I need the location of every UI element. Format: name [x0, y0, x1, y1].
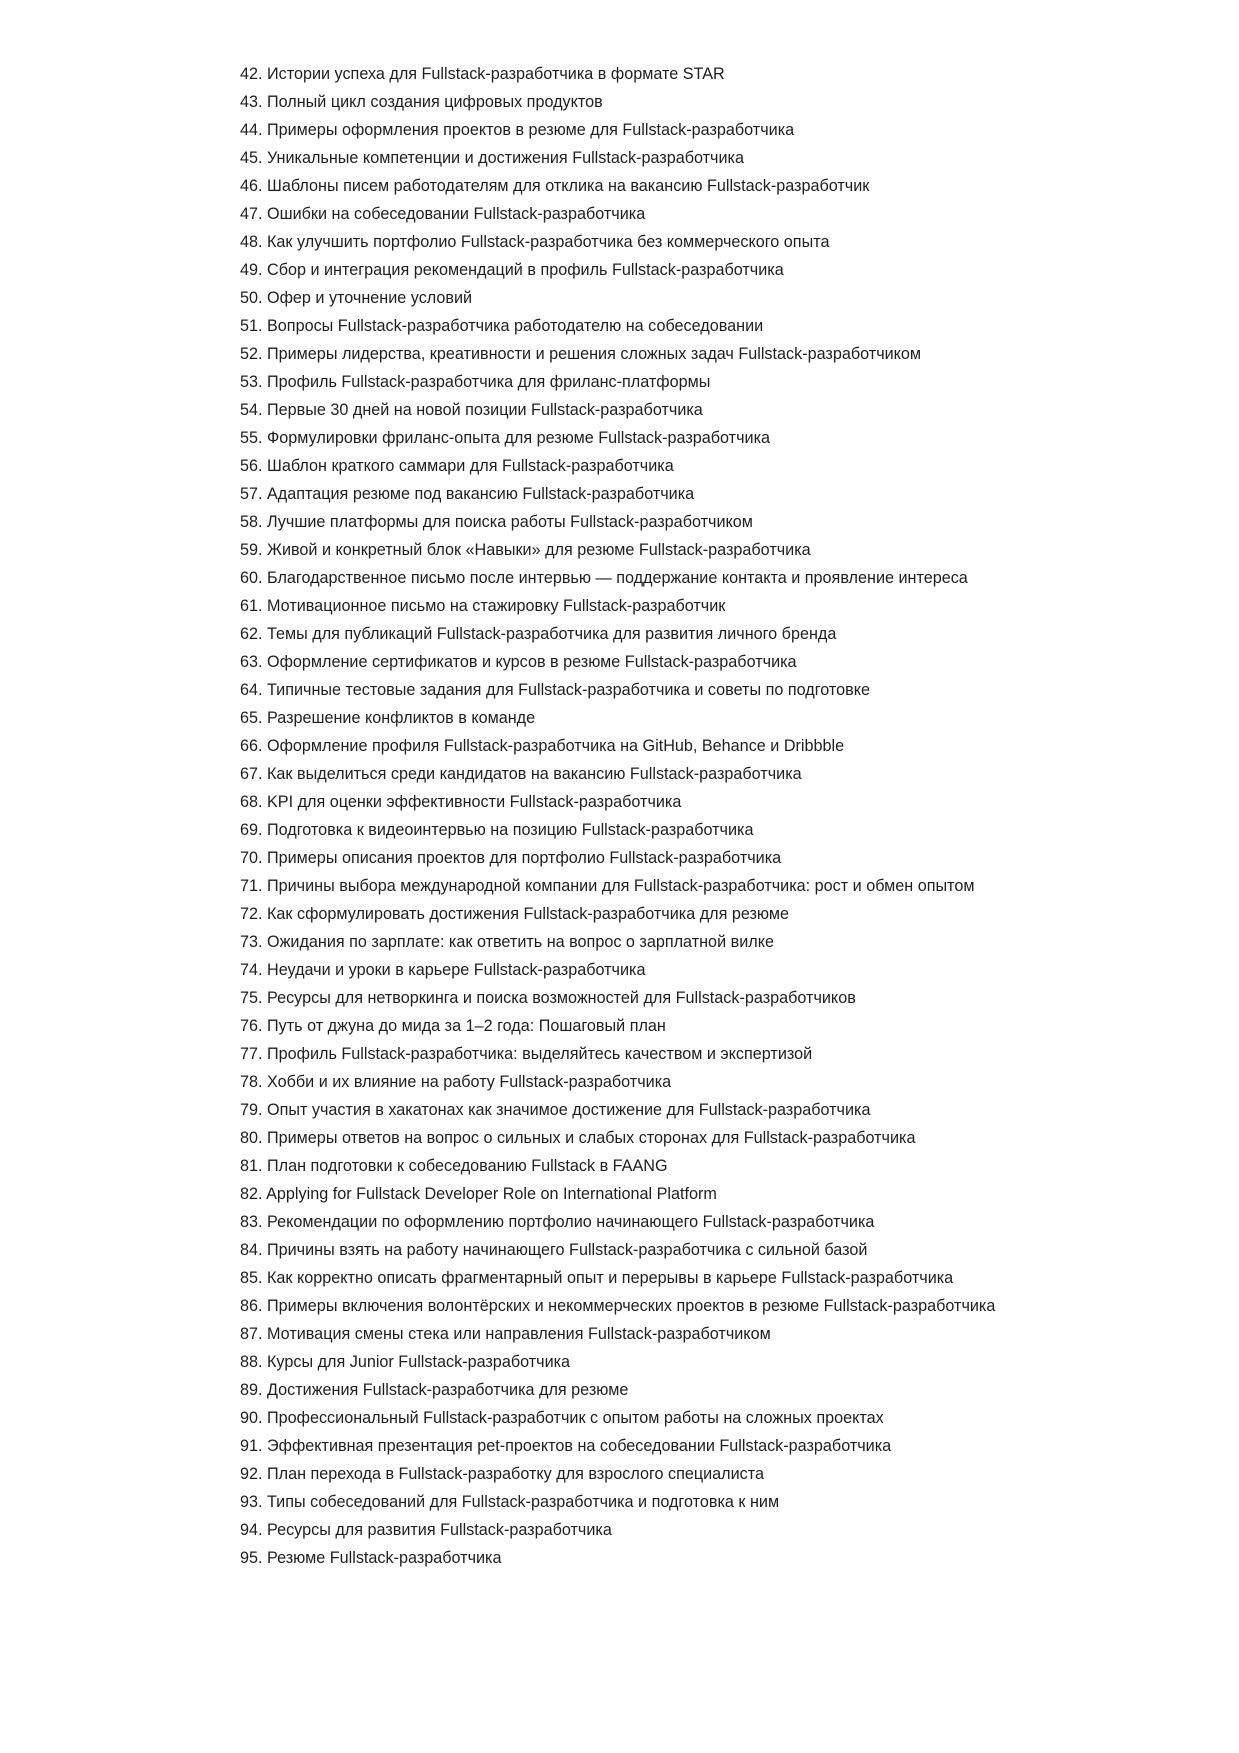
list-item: 73. Ожидания по зарплате: как ответить на вопрос о зарплатной вилке	[240, 933, 774, 951]
list-item: 86. Примеры включения волонтёрских и некоммерческих проектов в резюме Fullstack-разработчика	[240, 1297, 996, 1315]
list-item: 91. Эффективная презентация pet-проектов на собеседовании Fullstack-разработчика	[240, 1437, 892, 1455]
list-item: 62. Темы для публикаций Fullstack-разработчика для развития личного бренда	[240, 625, 837, 643]
list-item: 66. Оформление профиля Fullstack-разработчика на GitHub, Behance и Dribbble	[240, 737, 845, 755]
list-item: 80. Примеры ответов на вопрос о сильных и слабых сторонах для Fullstack-разработчика	[240, 1129, 916, 1147]
list-item: 50. Офер и уточнение условий	[240, 289, 473, 307]
list-item: 81. План подготовки к собеседованию Fullstack в FAANG	[240, 1157, 668, 1175]
list-item: 77. Профиль Fullstack-разработчика: выделяйтесь качеством и экспертизой	[240, 1045, 813, 1063]
list-item: 48. Как улучшить портфолио Fullstack-разработчика без коммерческого опыта	[240, 233, 830, 251]
list-item: 83. Рекомендации по оформлению портфолио начинающего Fullstack-разработчика	[240, 1213, 875, 1231]
document-page	[240, 60, 1000, 1572]
list-item: 71. Причины выбора международной компании для Fullstack-разработчика: рост и обмен опытом	[240, 877, 975, 895]
list-item: 68. KPI для оценки эффективности Fullstack-разработчика	[240, 793, 682, 811]
list-item: 64. Типичные тестовые задания для Fullstack-разработчика и советы по подготовке	[240, 681, 871, 699]
list-item: 60. Благодарственное письмо после интервью — поддержание контакта и проявление интереса	[240, 569, 968, 587]
list-item: 67. Как выделиться среди кандидатов на вакансию Fullstack-разработчика	[240, 765, 802, 783]
table-of-contents-list	[240, 60, 1000, 1572]
list-item: 75. Ресурсы для нетворкинга и поиска возможностей для Fullstack-разработчиков	[240, 989, 856, 1007]
list-item: 54. Первые 30 дней на новой позиции Fullstack-разработчика	[240, 401, 703, 419]
list-item: 78. Хобби и их влияние на работу Fullstack-разработчика	[240, 1073, 672, 1091]
list-item: 65. Разрешение конфликтов в команде	[240, 709, 536, 727]
list-item: 58. Лучшие платформы для поиска работы Fullstack-разработчиком	[240, 513, 753, 531]
list-item: 46. Шаблоны писем работодателям для отклика на вакансию Fullstack-разработчик	[240, 177, 870, 195]
list-item: 70. Примеры описания проектов для портфолио Fullstack-разработчика	[240, 849, 782, 867]
list-item: 55. Формулировки фриланс-опыта для резюме Fullstack-разработчика	[240, 429, 771, 447]
list-item: 85. Как корректно описать фрагментарный опыт и перерывы в карьере Fullstack-разработчика	[240, 1269, 954, 1287]
list-item: 84. Причины взять на работу начинающего Fullstack-разработчика с сильной базой	[240, 1241, 868, 1259]
list-item: 49. Сбор и интеграция рекомендаций в профиль Fullstack-разработчика	[240, 261, 784, 279]
list-item: 47. Ошибки на собеседовании Fullstack-разработчика	[240, 205, 646, 223]
list-item: 72. Как сформулировать достижения Fullstack-разработчика для резюме	[240, 905, 790, 923]
list-item: 82. Applying for Fullstack Developer Role on International Platform	[240, 1185, 717, 1203]
list-item: 95. Резюме Fullstack-разработчика	[240, 1549, 502, 1567]
list-item: 76. Путь от джуна до мида за 1–2 года: Пошаговый план	[240, 1017, 666, 1035]
list-item: 53. Профиль Fullstack-разработчика для фриланс-платформы	[240, 373, 711, 391]
list-item: 79. Опыт участия в хакатонах как значимое достижение для Fullstack-разработчика	[240, 1101, 871, 1119]
list-item: 59. Живой и конкретный блок «Навыки» для резюме Fullstack-разработчика	[240, 541, 811, 559]
list-item: 90. Профессиональный Fullstack-разработчик с опытом работы на сложных проектах	[240, 1409, 884, 1427]
list-item: 87. Мотивация смены стека или направления Fullstack-разработчиком	[240, 1325, 771, 1343]
list-item: 63. Оформление сертификатов и курсов в резюме Fullstack-разработчика	[240, 653, 797, 671]
list-item: 44. Примеры оформления проектов в резюме для Fullstack-разработчика	[240, 121, 795, 139]
list-item: 94. Ресурсы для развития Fullstack-разработчика	[240, 1521, 612, 1539]
list-item: 52. Примеры лидерства, креативности и решения сложных задач Fullstack-разработчиком	[240, 345, 922, 363]
list-item: 61. Мотивационное письмо на стажировку Fullstack-разработчик	[240, 597, 726, 615]
list-item: 51. Вопросы Fullstack-разработчика работодателю на собеседовании	[240, 317, 764, 335]
list-item: 42. Истории успеха для Fullstack-разработчика в формате STAR	[240, 65, 725, 83]
list-item: 45. Уникальные компетенции и достижения Fullstack-разработчика	[240, 149, 744, 167]
list-item: 74. Неудачи и уроки в карьере Fullstack-разработчика	[240, 961, 646, 979]
list-item: 69. Подготовка к видеоинтервью на позицию Fullstack-разработчика	[240, 821, 754, 839]
list-item: 56. Шаблон краткого саммари для Fullstack-разработчика	[240, 457, 674, 475]
list-item: 88. Курсы для Junior Fullstack-разработчика	[240, 1353, 571, 1371]
list-item: 57. Адаптация резюме под вакансию Fullstack-разработчика	[240, 485, 695, 503]
list-item: 89. Достижения Fullstack-разработчика для резюме	[240, 1381, 629, 1399]
list-item: 43. Полный цикл создания цифровых продуктов	[240, 93, 603, 111]
list-item: 93. Типы собеседований для Fullstack-разработчика и подготовка к ним	[240, 1493, 780, 1511]
list-item: 92. План перехода в Fullstack-разработку для взрослого специалиста	[240, 1465, 764, 1483]
